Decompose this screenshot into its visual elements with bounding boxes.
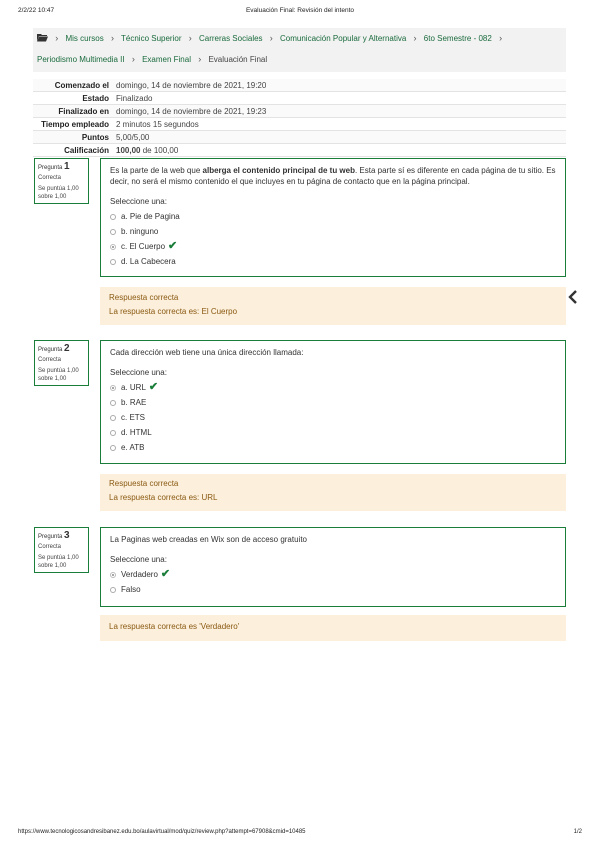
question-state: Correcta bbox=[38, 175, 62, 181]
breadcrumb-periodismo[interactable]: Periodismo Multimedia II bbox=[37, 55, 125, 64]
question-text: Es la parte de la web que alberga el contenido principal de tu web. Esta parte sí es diferente en cada página de tu sitio. Es decir, no será el mismo contenido el que incluyes en tu página de contacto que en la página principal. bbox=[110, 166, 556, 186]
answer-option[interactable]: c. ETS bbox=[110, 410, 556, 425]
summary-label: Tiempo empleado bbox=[41, 119, 109, 129]
folder-icon[interactable] bbox=[37, 29, 48, 50]
radio-button[interactable] bbox=[110, 229, 116, 235]
summary-value: 5,00/5,00 bbox=[116, 132, 150, 142]
question-grade: Se puntúa 1,00 sobre 1,00 bbox=[38, 186, 79, 200]
radio-button[interactable] bbox=[110, 430, 116, 436]
answer-option-selected[interactable]: Verdadero ✔ bbox=[110, 567, 556, 582]
summary-row bbox=[33, 105, 566, 118]
radio-button[interactable] bbox=[110, 259, 116, 265]
breadcrumb-mis-cursos[interactable]: Mis cursos bbox=[65, 34, 104, 43]
question-text: Cada dirección web tiene una única dirección llamada: bbox=[110, 348, 304, 357]
radio-button[interactable] bbox=[110, 572, 116, 578]
summary-value: domingo, 14 de noviembre de 2021, 19:20 bbox=[116, 80, 267, 90]
question-info-2 bbox=[34, 340, 89, 386]
question-state: Correcta bbox=[38, 544, 62, 550]
print-page-number: 1/2 bbox=[573, 829, 582, 835]
question-info-1 bbox=[34, 158, 89, 204]
question-number: 1 bbox=[64, 161, 70, 172]
summary-value: 2 minutos 15 segundos bbox=[116, 119, 199, 129]
question-content-3 bbox=[100, 527, 566, 607]
feedback-right-answer: La respuesta correcta es 'Verdadero' bbox=[109, 622, 240, 631]
feedback-1 bbox=[100, 287, 566, 325]
question-info-3 bbox=[34, 527, 89, 573]
check-icon: ✔ bbox=[168, 240, 178, 252]
feedback-2 bbox=[100, 474, 566, 511]
check-icon: ✔ bbox=[160, 568, 171, 580]
check-icon: ✔ bbox=[148, 381, 159, 393]
question-text: La Paginas web creadas en Wix son de acceso gratuito bbox=[110, 535, 308, 544]
radio-button[interactable] bbox=[110, 385, 116, 391]
print-title: Evaluación Final: Revisión del intento bbox=[245, 7, 355, 14]
breadcrumb-semestre[interactable]: 6to Semestre - 082 bbox=[423, 34, 492, 43]
chevron-right-icon: › bbox=[110, 33, 114, 43]
answer-option-selected[interactable]: c. El Cuerpo ✔ bbox=[110, 239, 556, 254]
radio-button[interactable] bbox=[110, 445, 116, 451]
answer-option[interactable]: d. La Cabecera bbox=[110, 254, 556, 269]
summary-row bbox=[33, 131, 566, 144]
question-label: Pregunta bbox=[38, 165, 63, 171]
grade-max: de 100,00 bbox=[140, 145, 179, 155]
question-label: Pregunta bbox=[38, 534, 63, 540]
breadcrumb-comunicacion[interactable]: Comunicación Popular y Alternativa bbox=[280, 34, 407, 43]
radio-button[interactable] bbox=[110, 214, 116, 220]
summary-label: Calificación bbox=[64, 145, 109, 155]
chevron-right-icon: › bbox=[269, 33, 273, 43]
answer-option[interactable]: e. ATB bbox=[110, 440, 556, 455]
answer-prompt: Seleccione una: bbox=[110, 555, 167, 564]
answer-option[interactable]: a. Pie de Pagina bbox=[110, 209, 556, 224]
chevron-right-icon: › bbox=[499, 33, 503, 43]
question-grade: Se puntúa 1,00 sobre 1,00 bbox=[38, 555, 79, 569]
breadcrumb-carreras-sociales[interactable]: Carreras Sociales bbox=[198, 34, 263, 43]
summary-value: domingo, 14 de noviembre de 2021, 19:23 bbox=[116, 106, 267, 116]
feedback-3 bbox=[100, 615, 566, 641]
answer-prompt: Seleccione una: bbox=[110, 197, 167, 206]
question-label: Pregunta bbox=[38, 347, 63, 353]
summary-value bbox=[113, 144, 566, 157]
breadcrumb bbox=[33, 28, 566, 72]
chevron-right-icon: › bbox=[188, 33, 192, 43]
question-number: 2 bbox=[64, 343, 70, 354]
print-date: 2/2/22 10:47 bbox=[18, 7, 55, 14]
breadcrumb-tecnico-superior[interactable]: Técnico Superior bbox=[121, 34, 182, 43]
answer-option-selected[interactable]: a. URL ✔ bbox=[110, 380, 556, 395]
summary-row bbox=[33, 144, 566, 157]
answer-option[interactable]: b. ninguno bbox=[110, 224, 556, 239]
radio-button[interactable] bbox=[110, 415, 116, 421]
feedback-status: Respuesta correcta bbox=[109, 479, 179, 488]
summary-label: Finalizado en bbox=[58, 106, 109, 116]
radio-button[interactable] bbox=[110, 587, 116, 593]
feedback-right-answer: La respuesta correcta es: URL bbox=[109, 493, 218, 502]
feedback-right-answer: La respuesta correcta es: El Cuerpo bbox=[109, 307, 238, 316]
chevron-right-icon: › bbox=[198, 54, 202, 64]
chevron-right-icon: › bbox=[55, 33, 59, 43]
summary-label: Estado bbox=[82, 93, 109, 103]
breadcrumb-current: Evaluación Final bbox=[208, 55, 268, 64]
answer-option[interactable]: d. HTML bbox=[110, 425, 556, 440]
chevron-right-icon: › bbox=[413, 33, 417, 43]
answer-option[interactable]: Falso bbox=[110, 582, 556, 597]
answer-option[interactable]: b. RAE bbox=[110, 395, 556, 410]
question-state: Correcta bbox=[38, 357, 62, 363]
grade-value: 100,00 bbox=[116, 145, 141, 155]
summary-row bbox=[33, 79, 566, 92]
summary-label: Puntos bbox=[81, 132, 109, 142]
attempt-summary-table bbox=[33, 79, 566, 157]
breadcrumb-examen-final[interactable]: Examen Final bbox=[142, 55, 191, 64]
answer-prompt: Seleccione una: bbox=[110, 368, 167, 377]
radio-button[interactable] bbox=[110, 400, 116, 406]
question-content-1 bbox=[100, 158, 566, 277]
question-number: 3 bbox=[64, 530, 70, 541]
radio-button[interactable] bbox=[110, 244, 116, 250]
summary-row bbox=[33, 92, 566, 105]
summary-row bbox=[33, 118, 566, 131]
chevron-right-icon: › bbox=[131, 54, 135, 64]
print-url: https://www.tecnologicosandresibanez.edu.bo/aulavirtual/mod/quiz/review.php?attempt=67908&cmid=10485 bbox=[18, 829, 306, 835]
chevron-left-icon[interactable] bbox=[566, 289, 580, 305]
question-content-2 bbox=[100, 340, 566, 464]
summary-value: Finalizado bbox=[116, 93, 153, 103]
feedback-status: Respuesta correcta bbox=[109, 293, 179, 302]
question-grade: Se puntúa 1,00 sobre 1,00 bbox=[38, 368, 79, 382]
summary-label: Comenzado el bbox=[54, 80, 109, 90]
